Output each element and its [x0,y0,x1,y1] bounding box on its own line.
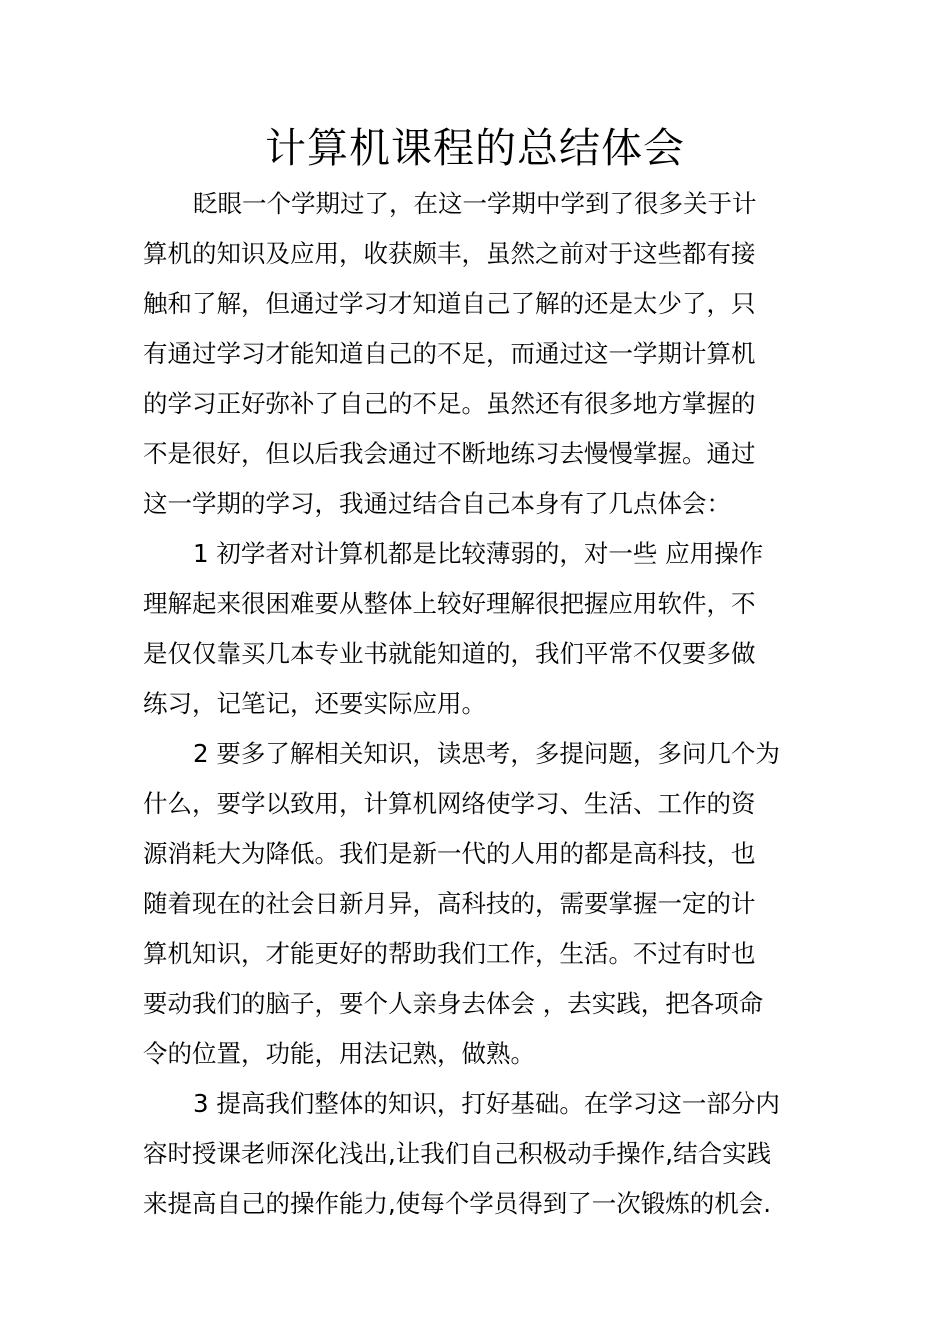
paragraph-line: 有通过学习才能知道自己的不足，而通过这一学期计算机 [143,339,756,368]
paragraph-line: 算机知识，才能更好的帮助我们工作，生活。不过有时也 [143,939,756,968]
paragraph-line: 2 要多了解相关知识，读思考，多提问题，多问几个为 [193,739,780,768]
paragraph-line: 来提高自己的操作能力,使每个学员得到了一次锻炼的机会. [143,1189,772,1218]
paragraph-line: 随着现在的社会日新月异，高科技的，需要掌握一定的计 [143,889,756,918]
paragraph-line: 不是很好，但以后我会通过不断地练习去慢慢掌握。通过 [143,439,756,468]
paragraph-line: 这一学期的学习，我通过结合自己本身有了几点体会： [143,489,731,518]
paragraph-line: 练习，记笔记，还要实际应用。 [143,689,486,718]
paragraph-line: 源消耗大为降低。我们是新一代的人用的都是高科技，也 [143,839,756,868]
paragraph-line: 3 提高我们整体的知识，打好基础。在学习这一部分内 [193,1089,780,1118]
paragraph-line: 眨眼一个学期过了，在这一学期中学到了很多关于计 [193,189,757,218]
paragraph-line: 什么，要学以致用，计算机网络使学习、生活、工作的资 [143,789,756,818]
paragraph-line: 要动我们的脑子，要个人亲身去体会 ，去实践，把各项命 [143,989,764,1018]
paragraph-line: 1 初学者对计算机都是比较薄弱的，对一些 应用操作 [193,539,764,568]
paragraph-line: 令的位置，功能，用法记熟，做熟。 [143,1039,535,1068]
document-body [143,179,808,1229]
paragraph-line: 容时授课老师深化浅出,让我们自己积极动手操作,结合实践 [143,1139,772,1168]
paragraph-line: 是仅仅靠买几本专业书就能知道的，我们平常不仅要多做 [143,639,756,668]
paragraph-line: 算机的知识及应用，收获颇丰，虽然之前对于这些都有接 [143,239,756,268]
paragraph-line: 的学习正好弥补了自己的不足。虽然还有很多地方掌握的 [143,389,756,418]
paragraph-line: 理解起来很困难要从整体上较好理解很把握应用软件，不 [143,589,756,618]
document-title: 计算机课程的总结体会 [265,124,685,172]
paragraph-line: 触和了解，但通过学习才知道自己了解的还是太少了，只 [143,289,756,318]
